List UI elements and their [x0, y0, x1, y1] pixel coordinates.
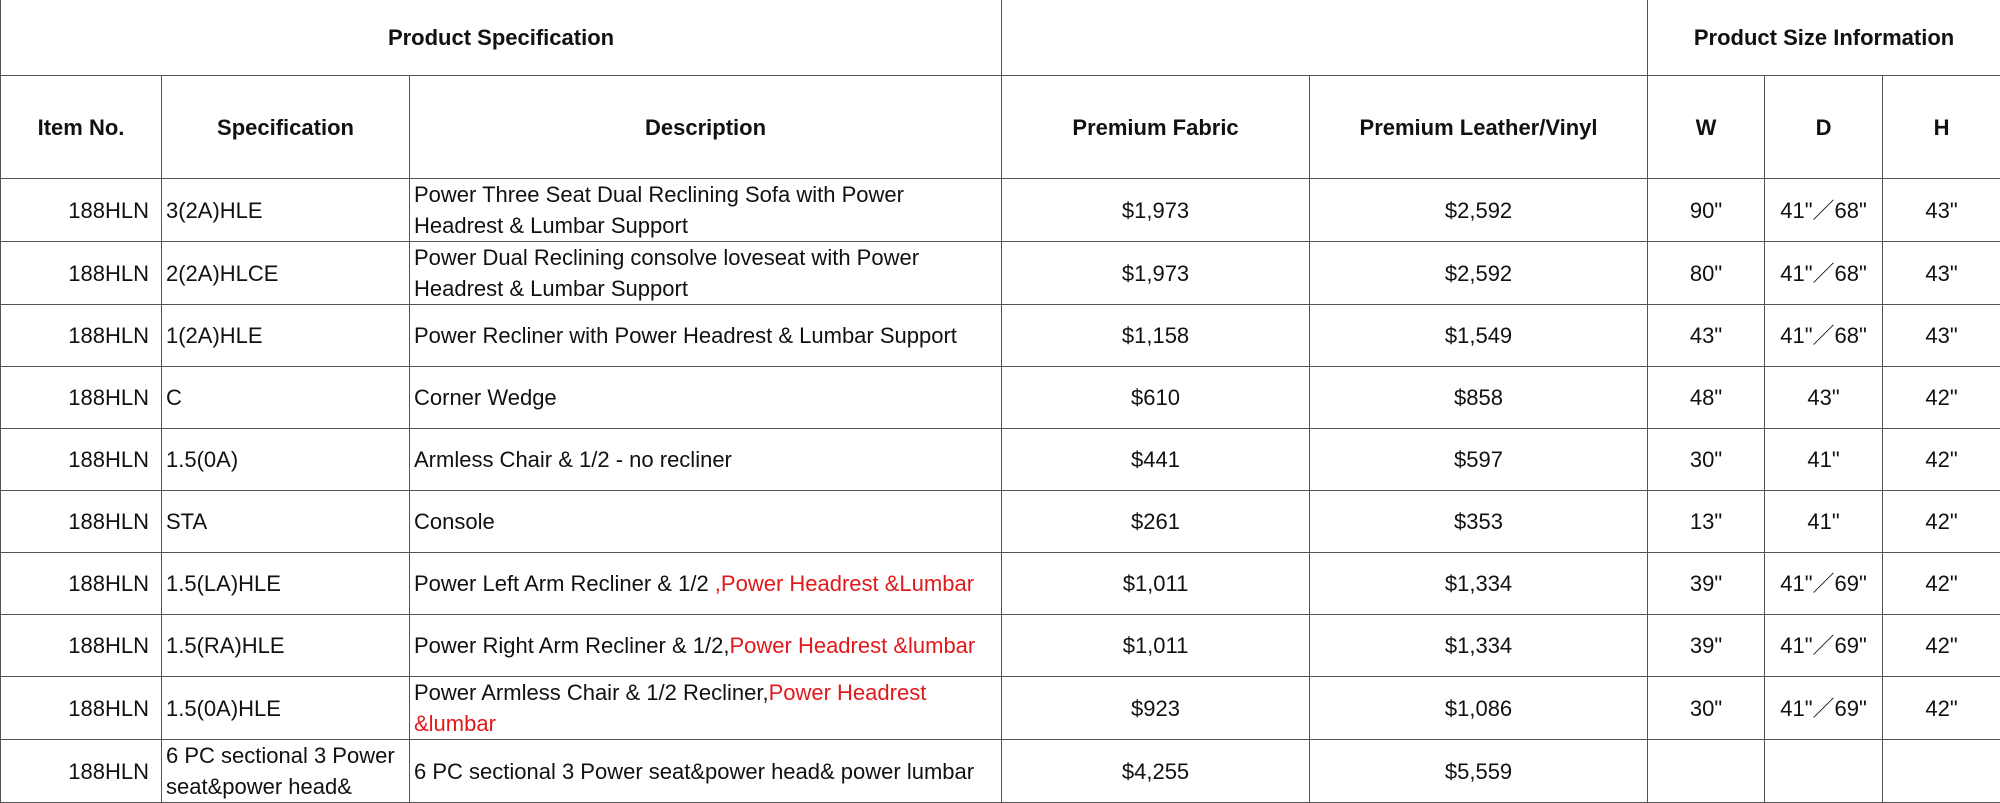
specification-cell-text: 3(2A)HLE	[166, 198, 263, 223]
depth-header: D	[1765, 76, 1883, 179]
item-no-cell-text: 188HLN	[68, 447, 149, 472]
depth-cell-text: 41"	[1807, 447, 1839, 472]
table-row	[1, 553, 2000, 615]
specification-cell-text: 2(2A)HLCE	[166, 261, 278, 286]
width-cell-text: 39"	[1690, 571, 1722, 596]
premium-leather-price-cell	[1310, 553, 1648, 615]
specification-cell	[162, 367, 410, 429]
premium-fabric-price-cell	[1002, 491, 1310, 553]
height-cell-text: 42"	[1925, 385, 1957, 410]
premium-leather-price-cell	[1310, 305, 1648, 367]
width-cell-text: 30"	[1690, 447, 1722, 472]
premium-fabric-price-cell-text: $1,011	[1123, 571, 1189, 596]
table-row	[1, 429, 2000, 491]
item-no-cell	[1, 677, 162, 740]
premium-fabric-price-cell-text: $261	[1131, 509, 1180, 534]
table-row	[1, 367, 2000, 429]
depth-cell	[1765, 429, 1883, 491]
premium-leather-price-cell-text: $1,334	[1445, 633, 1512, 658]
description-cell	[410, 740, 1002, 803]
blank-header-cell	[1002, 0, 1648, 76]
width-cell-text: 30"	[1690, 696, 1722, 721]
table-row	[1, 179, 2000, 242]
depth-cell-text: 41"／68"	[1780, 323, 1867, 348]
depth-cell	[1765, 740, 1883, 803]
table-row	[1, 677, 2000, 740]
specification-cell	[162, 740, 410, 803]
depth-cell-text: 41"／69"	[1780, 633, 1867, 658]
specification-cell-text: 1.5(0A)	[166, 447, 238, 472]
premium-fabric-price-cell	[1002, 553, 1310, 615]
premium-fabric-price-cell	[1002, 615, 1310, 677]
premium-fabric-price-cell-text: $1,973	[1122, 198, 1189, 223]
width-cell	[1648, 553, 1765, 615]
specification-cell	[162, 491, 410, 553]
width-cell-text: 39"	[1690, 633, 1722, 658]
premium-leather-price-cell	[1310, 242, 1648, 305]
premium-fabric-price-cell-text: $4,255	[1122, 759, 1189, 784]
depth-cell-text: 41"／68"	[1780, 198, 1867, 223]
table-row	[1, 615, 2000, 677]
height-cell-text: 42"	[1925, 509, 1957, 534]
premium-fabric-header: Premium Fabric	[1002, 76, 1310, 179]
description-cell	[410, 179, 1002, 242]
description-cell-text: Console	[414, 509, 495, 534]
premium-fabric-price-cell	[1002, 429, 1310, 491]
premium-fabric-price-cell-text: $610	[1131, 385, 1180, 410]
description-cell	[410, 367, 1002, 429]
item-no-cell	[1, 242, 162, 305]
premium-leather-price-cell-text: $353	[1454, 509, 1503, 534]
height-cell-text: 42"	[1925, 447, 1957, 472]
width-cell	[1648, 429, 1765, 491]
description-cell	[410, 491, 1002, 553]
column-header-row	[1, 76, 2000, 179]
table-row	[1, 740, 2000, 803]
product-size-header: Product Size Information	[1648, 0, 2000, 76]
item-no-cell-text: 188HLN	[68, 261, 149, 286]
depth-cell	[1765, 677, 1883, 740]
specification-header: Specification	[162, 76, 410, 179]
height-cell	[1883, 740, 2000, 803]
item-no-cell-text: 188HLN	[68, 696, 149, 721]
premium-fabric-price-cell	[1002, 677, 1310, 740]
height-cell-text: 42"	[1925, 633, 1957, 658]
specification-cell	[162, 242, 410, 305]
description-cell-text: Power Recliner with Power Headrest & Lumbar Support	[414, 323, 957, 348]
item-no-cell	[1, 179, 162, 242]
description-cell	[410, 553, 1002, 615]
depth-cell-text: 41"／68"	[1780, 261, 1867, 286]
premium-leather-price-cell	[1310, 491, 1648, 553]
table-row	[1, 242, 2000, 305]
premium-leather-price-cell	[1310, 429, 1648, 491]
specification-cell-text: C	[166, 385, 182, 410]
item-no-cell-text: 188HLN	[68, 385, 149, 410]
depth-cell-text: 43"	[1807, 385, 1839, 410]
depth-cell-text: 41"	[1807, 509, 1839, 534]
item-no-cell-text: 188HLN	[68, 759, 149, 784]
item-no-cell-text: 188HLN	[68, 323, 149, 348]
width-cell	[1648, 242, 1765, 305]
specification-cell-text: 6 PC sectional 3 Power seat&power head&	[166, 743, 395, 799]
width-cell	[1648, 615, 1765, 677]
specification-cell-text: 1.5(0A)HLE	[166, 696, 281, 721]
height-cell-text: 43"	[1925, 323, 1957, 348]
specification-cell	[162, 615, 410, 677]
premium-fabric-price-cell	[1002, 367, 1310, 429]
depth-cell	[1765, 553, 1883, 615]
premium-fabric-price-cell-text: $923	[1131, 696, 1180, 721]
height-cell-text: 42"	[1925, 571, 1957, 596]
height-cell	[1883, 615, 2000, 677]
description-cell-text: 6 PC sectional 3 Power seat&power head& power lumbar	[414, 759, 974, 784]
description-cell-text: Power Dual Reclining consolve loveseat with Power Headrest & Lumbar Support	[414, 245, 919, 301]
width-cell-text: 48"	[1690, 385, 1722, 410]
description-cell	[410, 305, 1002, 367]
group-header-row	[1, 0, 2000, 76]
specification-cell-text: STA	[166, 509, 207, 534]
description-cell-text: Corner Wedge	[414, 385, 557, 410]
item-no-cell	[1, 305, 162, 367]
item-no-header: Item No.	[1, 76, 162, 179]
table-row	[1, 305, 2000, 367]
width-cell-text: 43"	[1690, 323, 1722, 348]
premium-leather-price-cell	[1310, 179, 1648, 242]
item-no-cell	[1, 553, 162, 615]
height-cell	[1883, 429, 2000, 491]
height-cell	[1883, 367, 2000, 429]
description-header: Description	[410, 76, 1002, 179]
premium-leather-price-cell-text: $1,549	[1445, 323, 1512, 348]
specification-cell-text: 1.5(LA)HLE	[166, 571, 281, 596]
height-cell-text: 43"	[1925, 261, 1957, 286]
item-no-cell-text: 188HLN	[68, 509, 149, 534]
width-header: W	[1648, 76, 1765, 179]
premium-fabric-price-cell	[1002, 740, 1310, 803]
width-cell-text: 90"	[1690, 198, 1722, 223]
description-cell	[410, 615, 1002, 677]
premium-fabric-price-cell-text: $1,011	[1123, 633, 1189, 658]
premium-leather-price-cell	[1310, 677, 1648, 740]
specification-cell	[162, 179, 410, 242]
specification-cell-text: 1.5(RA)HLE	[166, 633, 285, 658]
height-cell	[1883, 491, 2000, 553]
description-cell-text: Power Right Arm Recliner & 1/2,	[414, 633, 729, 658]
item-no-cell	[1, 740, 162, 803]
height-cell-text: 42"	[1925, 696, 1957, 721]
premium-leather-price-cell	[1310, 367, 1648, 429]
height-cell-text: 43"	[1925, 198, 1957, 223]
description-cell	[410, 677, 1002, 740]
description-cell-text: Power Armless Chair & 1/2 Recliner,	[414, 680, 769, 705]
width-cell-text: 80"	[1690, 261, 1722, 286]
item-no-cell	[1, 429, 162, 491]
item-no-cell-text: 188HLN	[68, 633, 149, 658]
depth-cell-text: 41"／69"	[1780, 696, 1867, 721]
height-cell	[1883, 305, 2000, 367]
specification-cell	[162, 677, 410, 740]
premium-leather-price-cell	[1310, 740, 1648, 803]
premium-leather-price-cell-text: $5,559	[1445, 759, 1512, 784]
height-cell	[1883, 553, 2000, 615]
depth-cell	[1765, 491, 1883, 553]
description-cell-text: Power Left Arm Recliner & 1/2	[414, 571, 715, 596]
height-header: H	[1883, 76, 2000, 179]
item-no-cell	[1, 491, 162, 553]
depth-cell	[1765, 615, 1883, 677]
premium-leather-price-cell	[1310, 615, 1648, 677]
height-cell	[1883, 677, 2000, 740]
item-no-cell-text: 188HLN	[68, 198, 149, 223]
width-cell	[1648, 179, 1765, 242]
premium-leather-price-cell-text: $597	[1454, 447, 1503, 472]
product-specification-header: Product Specification	[1, 0, 1002, 76]
height-cell	[1883, 179, 2000, 242]
specification-cell	[162, 305, 410, 367]
specification-cell	[162, 429, 410, 491]
depth-cell	[1765, 305, 1883, 367]
premium-fabric-price-cell	[1002, 242, 1310, 305]
depth-cell	[1765, 242, 1883, 305]
depth-cell-text: 41"／69"	[1780, 571, 1867, 596]
depth-cell	[1765, 179, 1883, 242]
premium-fabric-price-cell-text: $441	[1131, 447, 1180, 472]
width-cell	[1648, 491, 1765, 553]
description-highlight-text: ,Power Headrest &Lumbar	[715, 571, 974, 596]
description-cell-text: Armless Chair & 1/2 - no recliner	[414, 447, 732, 472]
premium-leather-price-cell-text: $2,592	[1445, 198, 1512, 223]
table-row	[1, 491, 2000, 553]
premium-fabric-price-cell	[1002, 179, 1310, 242]
premium-fabric-price-cell-text: $1,158	[1122, 323, 1189, 348]
premium-leather-price-cell-text: $1,334	[1445, 571, 1512, 596]
width-cell	[1648, 677, 1765, 740]
specification-cell	[162, 553, 410, 615]
specification-cell-text: 1(2A)HLE	[166, 323, 263, 348]
premium-leather-price-cell-text: $2,592	[1445, 261, 1512, 286]
premium-fabric-price-cell-text: $1,973	[1122, 261, 1189, 286]
item-no-cell	[1, 367, 162, 429]
premium-leather-header: Premium Leather/Vinyl	[1310, 76, 1648, 179]
description-cell	[410, 429, 1002, 491]
premium-fabric-price-cell	[1002, 305, 1310, 367]
width-cell	[1648, 740, 1765, 803]
item-no-cell-text: 188HLN	[68, 571, 149, 596]
description-cell	[410, 242, 1002, 305]
item-no-cell	[1, 615, 162, 677]
premium-leather-price-cell-text: $858	[1454, 385, 1503, 410]
width-cell	[1648, 305, 1765, 367]
description-cell-text: Power Three Seat Dual Reclining Sofa with Power Headrest & Lumbar Support	[414, 182, 904, 238]
width-cell	[1648, 367, 1765, 429]
description-highlight-text: Power Headrest &lumbar	[414, 680, 926, 736]
description-highlight-text: Power Headrest &lumbar	[729, 633, 975, 658]
premium-leather-price-cell-text: $1,086	[1445, 696, 1512, 721]
height-cell	[1883, 242, 2000, 305]
depth-cell	[1765, 367, 1883, 429]
width-cell-text: 13"	[1690, 509, 1722, 534]
